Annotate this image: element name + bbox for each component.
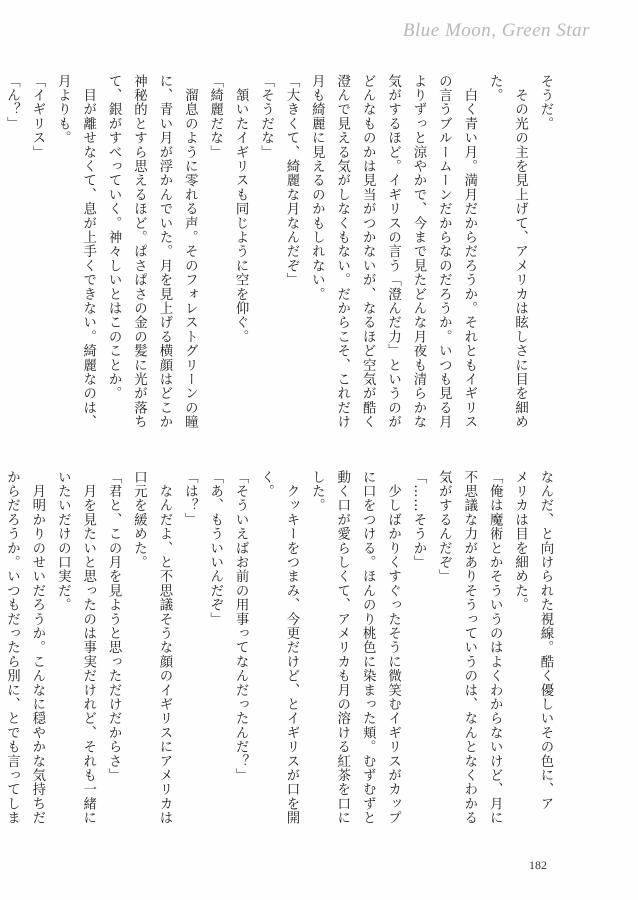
text-block-upper <box>4 74 558 429</box>
text-line: メリカは目を細めた。 <box>512 470 528 612</box>
text-line: した。 <box>309 470 325 513</box>
text-line: 「大きくて、綺麗な月なんだぞ」 <box>283 74 299 287</box>
text-line: 頷いたイギリスも同じように空を仰ぐ。 <box>233 74 249 344</box>
text-line: いたいだけの口実だ。 <box>55 470 71 612</box>
text-line: 「そういえばお前の用事ってなんだったんだ？」 <box>233 470 249 783</box>
text-line: なんだよ、と不思議そうな顔のイギリスにアメリカは <box>156 470 172 825</box>
text-line: 「は？」 <box>182 470 198 527</box>
text-line: 月明かりのせいだろうか。こんなに穏やかな気持ちだ <box>29 470 45 825</box>
text-line: 「俺は魔術とかそういうのはよくわからないけど、月に <box>487 470 503 825</box>
page-number: 182 <box>529 858 547 872</box>
text-line: なんだ、と向けられた視線。酷く優しいその色に、ア <box>538 470 553 811</box>
text-line: 「君と、この月を見ようと思っただけだからさ」 <box>106 470 122 783</box>
text-line: 澄んで見える気がしなくもない。だからこそ、これだけ <box>334 74 350 429</box>
text-line: 神秘的とすら思えるほど。ぱさぱさの金の髪に光が落ち <box>131 74 147 429</box>
text-line: どんなものかは見当がつかないが、なるほど空気が酷く <box>360 74 376 429</box>
text-line: そうだ。 <box>538 74 553 131</box>
text-line: 月よりも。 <box>55 74 71 145</box>
text-line: クッキーをつまみ、今更だけど、とイギリスが口を開 <box>283 470 299 825</box>
text-line: 溜息のように零れる声。そのフォレストグリーンの瞳 <box>182 74 198 429</box>
text-line: 月を見たいと思ったのは事実だけれど、それも一緒に <box>80 470 96 825</box>
text-line: に口をつける。ほんのり桃色に染まった頬。むずむずと <box>360 470 376 825</box>
text-line: 気がするほど。イギリスの言う「澄んだ力」というのが <box>385 74 401 429</box>
text-line: 白く青い月。満月だからだろうか。それともイギリス <box>461 74 477 429</box>
text-line: に、青い月が浮かんでいた。月を見上げる横顔はどこか <box>156 74 172 429</box>
running-header: Blue Moon, Green Star <box>402 20 590 41</box>
text-line: た。 <box>487 74 503 103</box>
text-line: く。 <box>258 470 274 499</box>
text-line: 口元を緩めた。 <box>131 470 147 570</box>
text-line: その光の主を見上げて、アメリカは眩しさに目を細め <box>512 74 528 429</box>
text-line: 「ん？」 <box>4 74 20 131</box>
text-line: 「イギリス」 <box>29 74 45 160</box>
text-line: 不思議な力がありそうっていうのは、なんとなくわかる <box>461 470 477 825</box>
text-line: 目が離せなくて、息が上手くできない。綺麗なのは、 <box>80 74 96 429</box>
text-line: 「あ、もういいんだぞ」 <box>207 470 223 627</box>
text-line: の言うブルームーンだからなのだろうか。いつも見る月 <box>436 74 452 429</box>
text-block-lower <box>4 470 558 825</box>
text-line: 少しばかりくすぐったそうに微笑むイギリスがカップ <box>385 470 401 825</box>
text-line: 動く口が愛らしくて、アメリカも月の溶ける紅茶を口に <box>334 470 350 825</box>
text-line: て、銀がすべっていく。神々しいとはこのことか。 <box>106 74 122 401</box>
text-line: 「そうだな」 <box>258 74 274 160</box>
text-line: からだろうか。いつもだったら別に、とでも言ってしま <box>4 470 20 825</box>
text-line: 気がするんだぞ」 <box>436 470 452 584</box>
text-line: 「……そうか」 <box>410 470 426 570</box>
text-line: 「綺麗だな」 <box>207 74 223 160</box>
text-line: よりずっと涼やかで、今まで見たどんな月夜も清らかな <box>410 74 426 429</box>
text-line: 月も綺麗に見えるのかもしれない。 <box>309 74 325 302</box>
